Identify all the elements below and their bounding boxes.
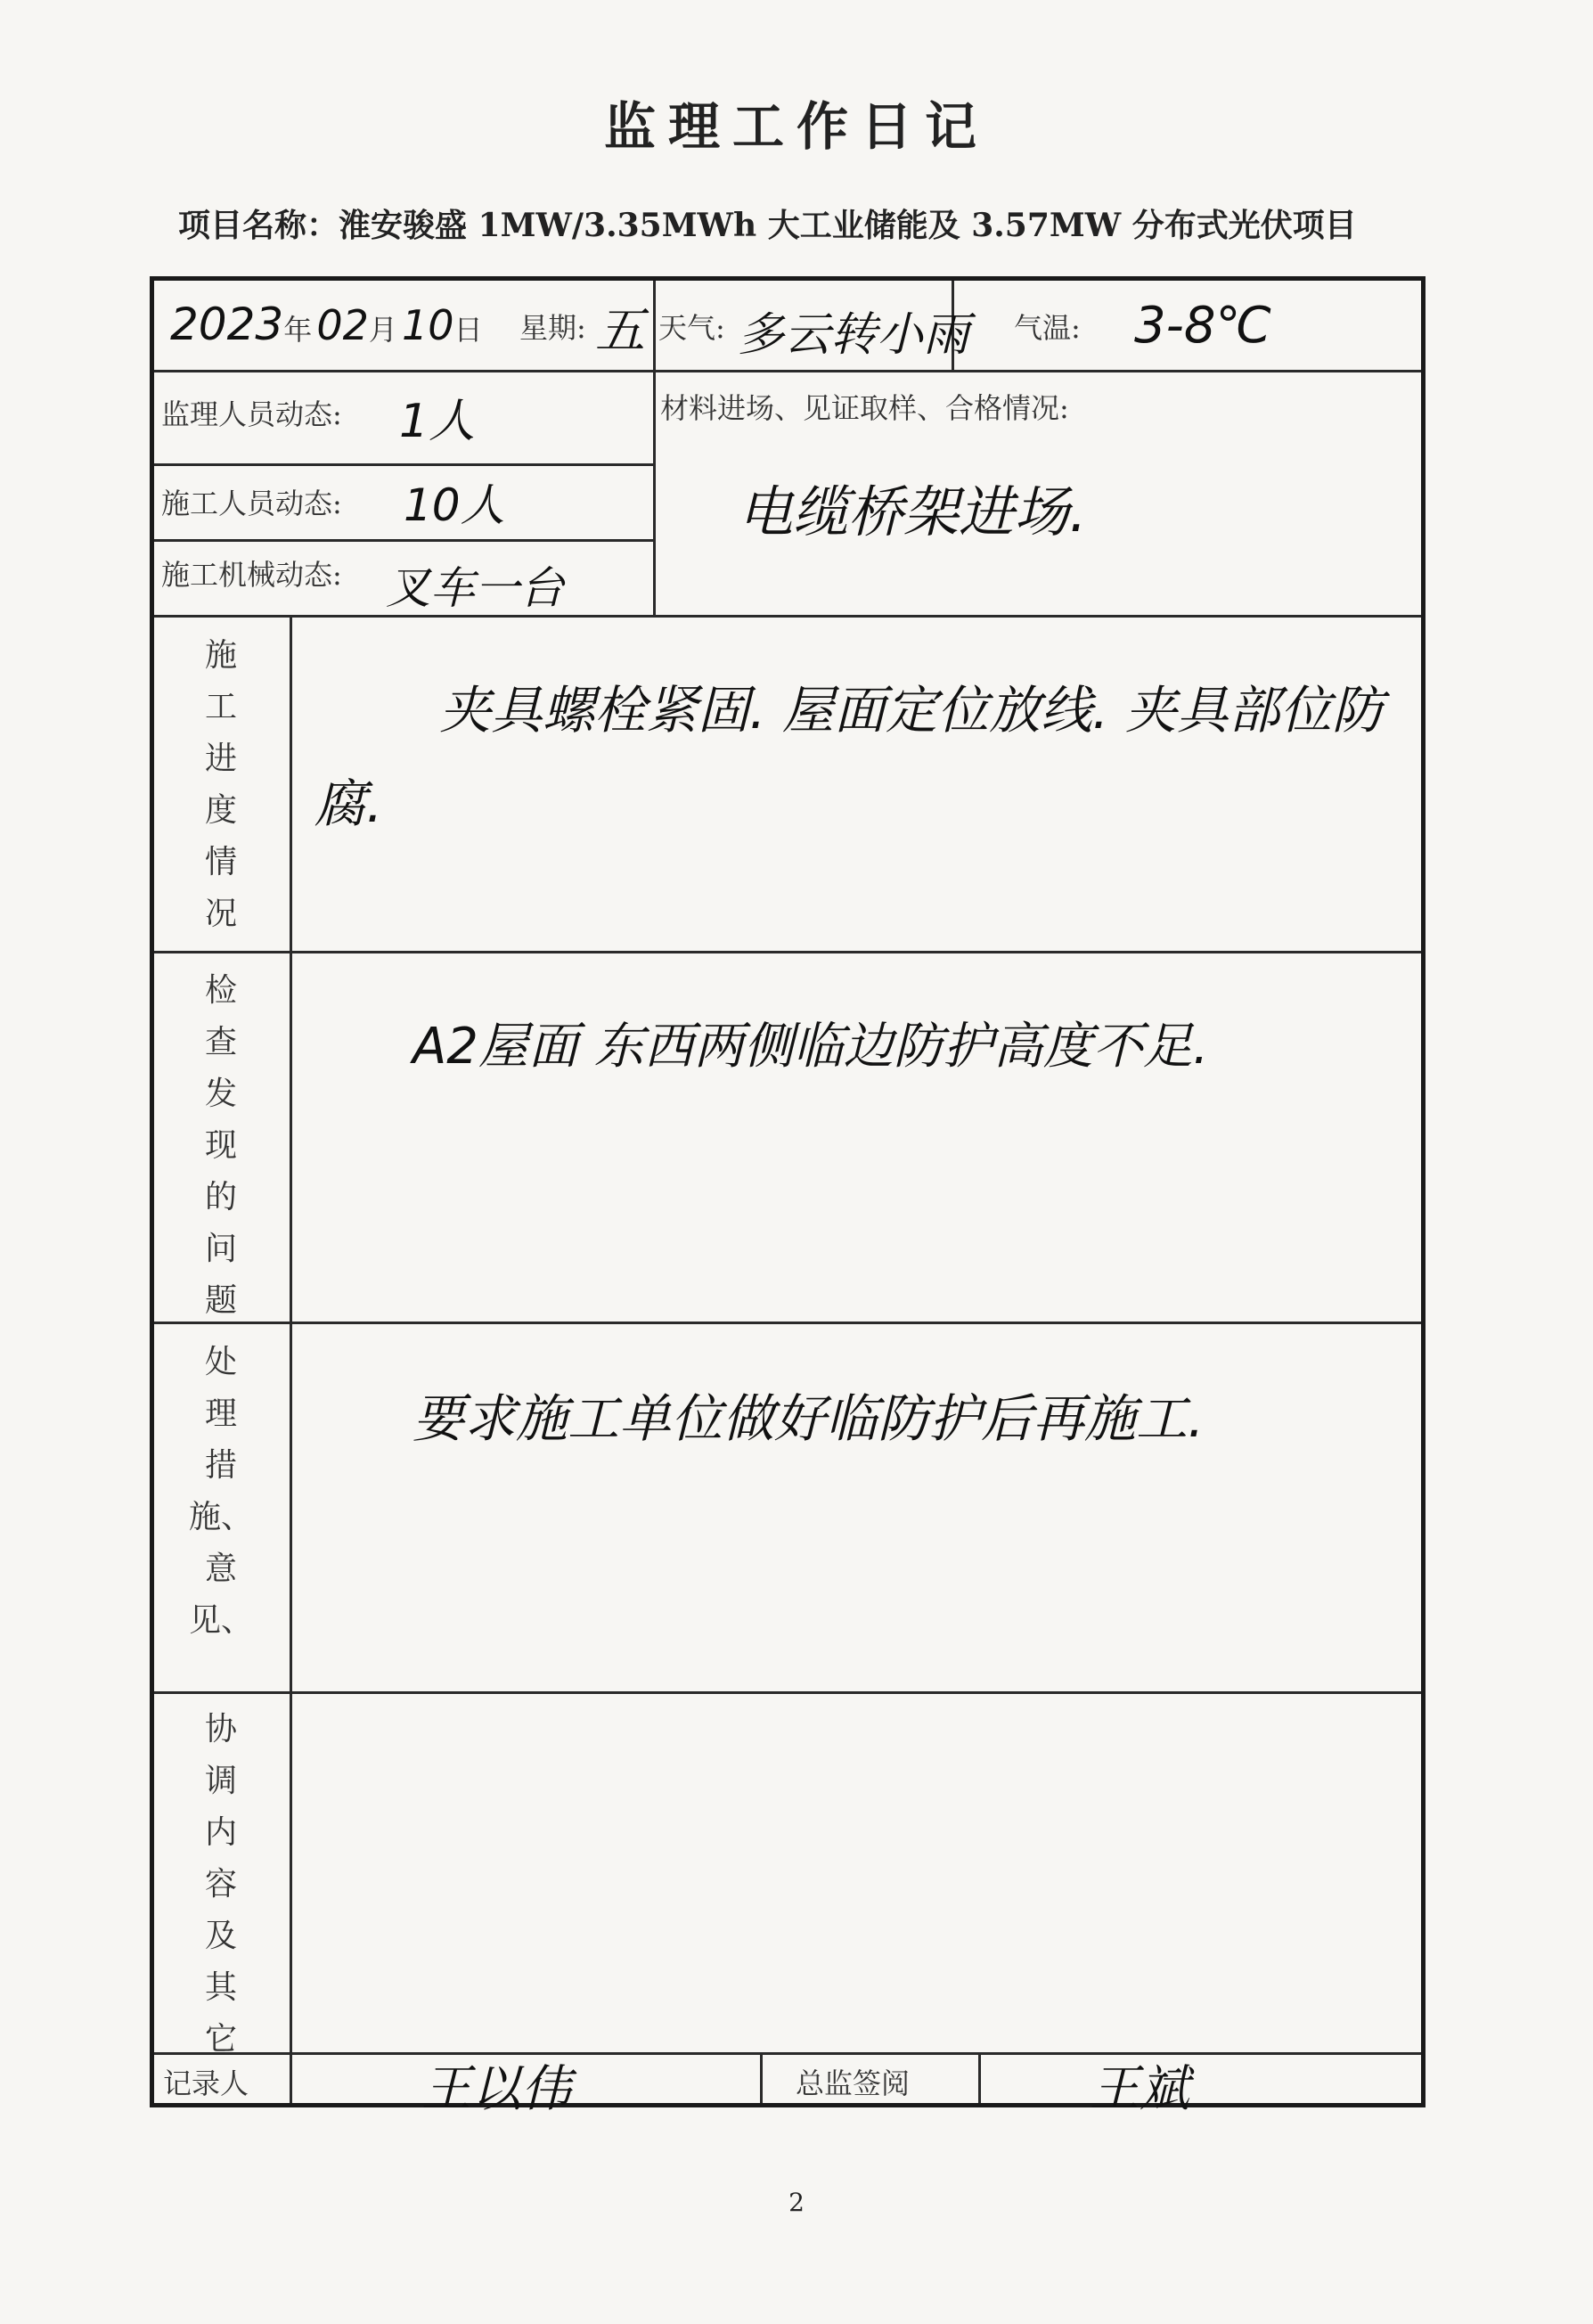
- row-divider: [154, 463, 653, 466]
- temperature-label: 气温:: [1014, 311, 1081, 345]
- supervisors-value: 1人: [399, 395, 476, 448]
- weather-label: 天气:: [658, 311, 725, 345]
- materials-content: 电缆桥架进场.: [738, 479, 1087, 544]
- row-divider: [154, 615, 1421, 618]
- weather-value: 多云转小雨: [738, 308, 970, 362]
- column-divider: [653, 281, 656, 615]
- progress-section-label: 施 工 进 度 情 况: [204, 637, 237, 932]
- issues-line-1: A2屋面 东西两侧临边防护高度不足.: [413, 1018, 1209, 1076]
- recorder-signature: 王以伟: [421, 2060, 571, 2118]
- machinery-value: 叉车一台: [386, 562, 564, 614]
- row-divider: [154, 2052, 1421, 2055]
- page-title: 监理工作日记: [603, 96, 989, 157]
- supervisors-label: 监理人员动态:: [161, 397, 342, 431]
- materials-label: 材料进场、见证取样、合格情况:: [660, 391, 1069, 425]
- column-divider: [978, 2052, 981, 2103]
- chief-supervisor-signature: 王斌: [1090, 2060, 1189, 2118]
- row-divider: [154, 539, 653, 542]
- recorder-label: 记录人: [163, 2066, 249, 2100]
- workers-value: 10人: [404, 479, 505, 531]
- issues-section-label: 检 查 发 现 的 问 题: [204, 972, 237, 1319]
- column-divider: [290, 615, 292, 2103]
- date-day: 10: [402, 301, 454, 349]
- project-label: 项目名称：: [178, 207, 339, 244]
- date-year: 2023: [170, 299, 284, 350]
- measures-line-1: 要求施工单位做好临防护后再施工.: [413, 1388, 1205, 1449]
- weekday-label: 星期:: [519, 311, 586, 345]
- weekday-value: 五: [595, 302, 645, 360]
- progress-line-1: 夹具螺栓紧固. 屋面定位放线. 夹具部位防: [439, 680, 1384, 741]
- column-divider: [760, 2052, 763, 2103]
- row-divider: [154, 1691, 1421, 1694]
- page-number: 2: [788, 2188, 805, 2217]
- day-label: 日: [453, 313, 483, 347]
- project-name: 淮安骏盛 1MW/3.35MWh 大工业储能及 3.57MW 分布式光伏项目: [339, 207, 1357, 244]
- chief-supervisor-label: 总监签阅: [796, 2066, 911, 2100]
- machinery-label: 施工机械动态:: [161, 558, 342, 592]
- year-label: 年: [283, 313, 313, 347]
- month-label: 月: [368, 313, 397, 347]
- project-name-line: [178, 200, 1357, 246]
- workers-label: 施工人员动态:: [161, 487, 342, 520]
- row-divider: [154, 1322, 1421, 1324]
- diary-table: [150, 276, 1426, 2118]
- row-divider: [154, 951, 1421, 953]
- row-divider: [154, 370, 1421, 372]
- progress-line-2: 腐.: [315, 773, 383, 834]
- date-month: 02: [316, 301, 369, 349]
- coordination-section-label: 协 调 内 容 及 其 它: [204, 1711, 237, 2058]
- measures-section-label: 处 理 措 施、 意 见、: [188, 1344, 253, 1639]
- date-cell: [170, 299, 483, 350]
- temperature-value: 3-8℃: [1134, 297, 1272, 355]
